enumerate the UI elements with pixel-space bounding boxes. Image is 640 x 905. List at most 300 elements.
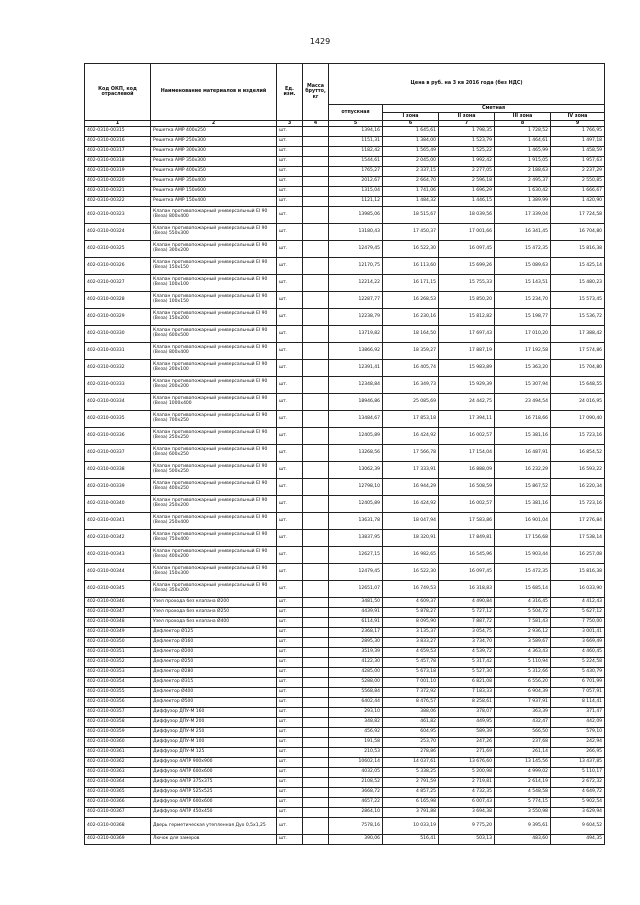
- item-code: 402-0310-00336: [85, 428, 151, 445]
- price-zone2: 3 054,75: [439, 628, 495, 638]
- item-unit: шт.: [277, 207, 303, 224]
- price-release: 1315,04: [329, 187, 383, 197]
- price-zone4: 9 604,52: [551, 818, 605, 835]
- item-code: 402-0310-00343: [85, 547, 151, 564]
- item-code: 402-0310-00361: [85, 748, 151, 758]
- item-code: 402-0310-00363: [85, 768, 151, 778]
- table-row: [85, 309, 605, 326]
- item-mass: [303, 127, 329, 137]
- price-zone3: 261,14: [495, 748, 551, 758]
- price-release: 191,58: [329, 738, 383, 748]
- price-zone3: 15 903,44: [495, 547, 551, 564]
- item-name: Клапан противопожарный универсальный EI 90 (Веза) 600х500: [151, 326, 277, 343]
- item-mass: [303, 462, 329, 479]
- item-code: 402-0310-00354: [85, 678, 151, 688]
- item-code: 402-0310-00333: [85, 377, 151, 394]
- item-mass: [303, 513, 329, 530]
- item-unit: шт.: [277, 326, 303, 343]
- price-zone4: 15 425,14: [551, 258, 605, 275]
- price-zone2: 4 732,35: [439, 788, 495, 798]
- table-row: [85, 768, 605, 778]
- item-code: 402-0310-00320: [85, 177, 151, 187]
- price-zone3: 16 232,29: [495, 462, 551, 479]
- price-release: 13866,92: [329, 343, 383, 360]
- item-mass: [303, 496, 329, 513]
- price-zone3: 15 143,51: [495, 275, 551, 292]
- item-code: 402-0310-00341: [85, 513, 151, 530]
- price-zone3: 16 901,04: [495, 513, 551, 530]
- item-unit: шт.: [277, 708, 303, 718]
- price-zone3: 15 381,16: [495, 428, 551, 445]
- price-zone1: 1 741,06: [383, 187, 439, 197]
- price-zone4: 15 723,16: [551, 428, 605, 445]
- table-row: [85, 798, 605, 808]
- item-unit: шт.: [277, 197, 303, 207]
- item-unit: шт.: [277, 638, 303, 648]
- table-row: [85, 547, 605, 564]
- price-zone1: 6 165,98: [383, 798, 439, 808]
- item-unit: шт.: [277, 778, 303, 788]
- price-zone1: 16 982,65: [383, 547, 439, 564]
- price-zone1: 16 522,30: [383, 241, 439, 258]
- header-zone1: I зона: [383, 113, 439, 121]
- price-release: 6402,44: [329, 698, 383, 708]
- item-mass: [303, 564, 329, 581]
- item-unit: шт.: [277, 428, 303, 445]
- price-zone1: 16 268,53: [383, 292, 439, 309]
- item-unit: шт.: [277, 513, 303, 530]
- item-unit: шт.: [277, 241, 303, 258]
- price-zone3: 1 915,05: [495, 157, 551, 167]
- item-code: 402-0310-00346: [85, 598, 151, 608]
- item-name: Клапан противопожарный универсальный EI 90 (Веза) 700х250: [151, 411, 277, 428]
- price-release: 13985,06: [329, 207, 383, 224]
- price-zone1: 16 749,53: [383, 581, 439, 598]
- column-number: 4: [303, 121, 329, 127]
- price-release: 6114,91: [329, 618, 383, 628]
- item-unit: шт.: [277, 788, 303, 798]
- table-row: [85, 197, 605, 207]
- item-unit: шт.: [277, 411, 303, 428]
- price-zone3: 1 728,52: [495, 127, 551, 137]
- item-unit: шт.: [277, 177, 303, 187]
- price-release: 2864,10: [329, 808, 383, 818]
- item-unit: шт.: [277, 530, 303, 547]
- item-name: Клапан противопожарный универсальный EI 90 (Веза) 800х400: [151, 343, 277, 360]
- item-code: 402-0310-00330: [85, 326, 151, 343]
- price-zone4: 16 593,22: [551, 462, 605, 479]
- price-zone3: 5 312,66: [495, 668, 551, 678]
- price-zone2: 3 734,70: [439, 638, 495, 648]
- price-zone1: 1 645,61: [383, 127, 439, 137]
- price-release: 293,10: [329, 708, 383, 718]
- price-zone4: 579,10: [551, 728, 605, 738]
- price-zone1: 18 164,50: [383, 326, 439, 343]
- item-code: 402-0310-00345: [85, 581, 151, 598]
- price-zone1: 3 791,88: [383, 808, 439, 818]
- table-row: [85, 292, 605, 309]
- price-zone3: 483,60: [495, 835, 551, 845]
- price-zone3: 15 198,77: [495, 309, 551, 326]
- price-zone1: 253,70: [383, 738, 439, 748]
- price-zone4: 1 957,63: [551, 157, 605, 167]
- item-code: 402-0310-00362: [85, 758, 151, 768]
- price-zone2: 7 183,33: [439, 688, 495, 698]
- price-release: 12287,77: [329, 292, 383, 309]
- item-mass: [303, 608, 329, 618]
- price-zone4: 7 750,00: [551, 618, 605, 628]
- price-zone4: 15 723,16: [551, 496, 605, 513]
- price-zone2: 24 442,75: [439, 394, 495, 411]
- price-release: 210,53: [329, 748, 383, 758]
- item-unit: шт.: [277, 798, 303, 808]
- item-code: 402-0310-00364: [85, 778, 151, 788]
- price-release: 4285,00: [329, 668, 383, 678]
- item-name: Узел прохода без клапана Ø250: [151, 608, 277, 618]
- item-name: Решетка АМР 150х600: [151, 187, 277, 197]
- price-release: 12391,41: [329, 360, 383, 377]
- price-zone1: 5 878,27: [383, 608, 439, 618]
- price-zone1: 16 424,92: [383, 428, 439, 445]
- item-name: Клапан противопожарный универсальный EI 90 (Веза) 250х400: [151, 513, 277, 530]
- item-unit: шт.: [277, 496, 303, 513]
- price-zone1: 17 853,18: [383, 411, 439, 428]
- price-zone4: 13 437,85: [551, 758, 605, 768]
- price-zone2: 15 929,39: [439, 377, 495, 394]
- price-zone3: 16 341,45: [495, 224, 551, 241]
- item-unit: шт.: [277, 608, 303, 618]
- item-mass: [303, 411, 329, 428]
- table-row: [85, 177, 605, 187]
- item-mass: [303, 147, 329, 157]
- item-mass: [303, 768, 329, 778]
- price-release: 1182,42: [329, 147, 383, 157]
- price-zone3: 2 936,12: [495, 628, 551, 638]
- price-zone2: 17 887,19: [439, 343, 495, 360]
- price-zone1: 604,95: [383, 728, 439, 738]
- price-zone1: 3 833,27: [383, 638, 439, 648]
- item-mass: [303, 728, 329, 738]
- item-unit: шт.: [277, 728, 303, 738]
- price-zone3: 17 339,04: [495, 207, 551, 224]
- item-unit: шт.: [277, 292, 303, 309]
- price-zone4: 4 412,43: [551, 598, 605, 608]
- item-mass: [303, 445, 329, 462]
- item-mass: [303, 835, 329, 845]
- price-zone1: 1 484,32: [383, 197, 439, 207]
- item-code: 402-0310-00360: [85, 738, 151, 748]
- price-zone4: 8 114,41: [551, 698, 605, 708]
- item-unit: шт.: [277, 187, 303, 197]
- price-zone2: 15 850,20: [439, 292, 495, 309]
- price-zone1: 388,06: [383, 708, 439, 718]
- table-row: [85, 241, 605, 258]
- item-mass: [303, 758, 329, 768]
- item-name: Решетка АМР 300х300: [151, 147, 277, 157]
- price-zone3: 1 630,42: [495, 187, 551, 197]
- item-code: 402-0310-00369: [85, 835, 151, 845]
- item-unit: шт.: [277, 678, 303, 688]
- price-zone2: 378,07: [439, 708, 495, 718]
- price-zone3: 1 465,99: [495, 147, 551, 157]
- price-zone3: 363,39: [495, 708, 551, 718]
- table-row: [85, 758, 605, 768]
- item-unit: шт.: [277, 668, 303, 678]
- item-code: 402-0310-00367: [85, 808, 151, 818]
- table-row: [85, 678, 605, 688]
- price-zone3: 4 363,43: [495, 648, 551, 658]
- price-zone2: 1 523,79: [439, 137, 495, 147]
- price-release: 1394,16: [329, 127, 383, 137]
- price-zone4: 15 704,80: [551, 360, 605, 377]
- price-zone1: 16 171,15: [383, 275, 439, 292]
- table-row: [85, 496, 605, 513]
- price-zone2: 16 002,57: [439, 496, 495, 513]
- price-zone3: 4 548,58: [495, 788, 551, 798]
- item-name: Диффузор 4АПР 600х600: [151, 798, 277, 808]
- item-name: Узел прохода без клапана Ø400: [151, 618, 277, 628]
- price-zone1: 1 565,49: [383, 147, 439, 157]
- item-unit: шт.: [277, 738, 303, 748]
- price-zone3: 566,50: [495, 728, 551, 738]
- table-row: [85, 530, 605, 547]
- price-zone4: 1 497,18: [551, 137, 605, 147]
- item-unit: шт.: [277, 628, 303, 638]
- item-code: 402-0310-00332: [85, 360, 151, 377]
- table-row: [85, 167, 605, 177]
- item-unit: шт.: [277, 167, 303, 177]
- item-code: 402-0310-00365: [85, 788, 151, 798]
- item-name: Дефлектор Ø200: [151, 648, 277, 658]
- price-zone4: 17 276,84: [551, 513, 605, 530]
- item-mass: [303, 581, 329, 598]
- price-zone4: 371,47: [551, 708, 605, 718]
- item-name: Узел прохода без клапана Ø200: [151, 598, 277, 608]
- item-unit: шт.: [277, 768, 303, 778]
- price-zone1: 18 047,94: [383, 513, 439, 530]
- item-unit: шт.: [277, 343, 303, 360]
- column-number: 6: [383, 121, 439, 127]
- item-mass: [303, 738, 329, 748]
- price-zone3: 17 192,58: [495, 343, 551, 360]
- item-unit: шт.: [277, 462, 303, 479]
- price-zone4: 15 573,45: [551, 292, 605, 309]
- price-zone2: 5 727,12: [439, 608, 495, 618]
- table-row: [85, 608, 605, 618]
- price-zone3: 15 472,35: [495, 241, 551, 258]
- header-unit: Ед. изм.: [277, 64, 303, 121]
- price-zone3: 16 487,91: [495, 445, 551, 462]
- price-zone2: 17 001,66: [439, 224, 495, 241]
- price-release: 12479,45: [329, 564, 383, 581]
- item-name: Дефлектор Ø160: [151, 638, 277, 648]
- price-zone2: 17 154,04: [439, 445, 495, 462]
- item-name: Клапан противопожарный универсальный EI 90 (Веза) 100х100: [151, 275, 277, 292]
- item-mass: [303, 258, 329, 275]
- item-code: 402-0310-00359: [85, 728, 151, 738]
- price-release: 13631,78: [329, 513, 383, 530]
- item-unit: шт.: [277, 658, 303, 668]
- price-zone3: 15 089,63: [495, 258, 551, 275]
- item-name: Решетка АМР 250х300: [151, 137, 277, 147]
- column-number: 1: [85, 121, 151, 127]
- item-unit: шт.: [277, 309, 303, 326]
- price-zone1: 8 095,90: [383, 618, 439, 628]
- item-mass: [303, 326, 329, 343]
- price-release: 12170,75: [329, 258, 383, 275]
- table-row: [85, 157, 605, 167]
- item-mass: [303, 658, 329, 668]
- item-name: Диффузор 4АПР 600х600: [151, 768, 277, 778]
- price-zone3: 15 472,35: [495, 564, 551, 581]
- item-unit: шт.: [277, 698, 303, 708]
- price-zone4: 17 574,86: [551, 343, 605, 360]
- price-zone2: 271,69: [439, 748, 495, 758]
- price-zone4: 1 458,59: [551, 147, 605, 157]
- price-release: 3519,39: [329, 648, 383, 658]
- table-row: [85, 360, 605, 377]
- price-release: 12214,22: [329, 275, 383, 292]
- price-zone4: 6 701,99: [551, 678, 605, 688]
- price-release: 13062,39: [329, 462, 383, 479]
- price-release: 5568,84: [329, 688, 383, 698]
- table-row: [85, 778, 605, 788]
- price-zone2: 6 821,08: [439, 678, 495, 688]
- item-name: Клапан противопожарный универсальный EI 90 (Веза) 150х200: [151, 309, 277, 326]
- price-zone4: 24 016,95: [551, 394, 605, 411]
- price-zone4: 1 766,95: [551, 127, 605, 137]
- item-code: 402-0310-00334: [85, 394, 151, 411]
- table-row: [85, 598, 605, 608]
- item-name: Клапан противопожарный универсальный EI 90 (Веза) 750х400: [151, 530, 277, 547]
- price-zone3: 1 389,99: [495, 197, 551, 207]
- item-code: 402-0310-00316: [85, 137, 151, 147]
- price-zone2: 4 539,72: [439, 648, 495, 658]
- item-unit: шт.: [277, 394, 303, 411]
- table-row: [85, 748, 605, 758]
- price-zone1: 16 230,16: [383, 309, 439, 326]
- price-release: 3481,50: [329, 598, 383, 608]
- item-code: 402-0310-00350: [85, 638, 151, 648]
- price-zone2: 2 596,18: [439, 177, 495, 187]
- price-zone1: 4 609,37: [383, 598, 439, 608]
- price-zone2: 5 317,42: [439, 658, 495, 668]
- column-number: 8: [495, 121, 551, 127]
- item-mass: [303, 698, 329, 708]
- item-unit: шт.: [277, 648, 303, 658]
- price-zone3: 1 464,61: [495, 137, 551, 147]
- price-release: 10602,14: [329, 758, 383, 768]
- table-row: [85, 445, 605, 462]
- item-mass: [303, 530, 329, 547]
- item-mass: [303, 394, 329, 411]
- price-zone3: 237,68: [495, 738, 551, 748]
- header-price-group: Цена в руб. на 3 кв 2016 года (без НДС): [329, 64, 605, 105]
- item-unit: шт.: [277, 808, 303, 818]
- price-zone1: 16 944,29: [383, 479, 439, 496]
- price-zone1: 17 333,91: [383, 462, 439, 479]
- item-name: Клапан противопожарный универсальный EI 90 (Веза) 550х300: [151, 224, 277, 241]
- price-zone1: 18 359,27: [383, 343, 439, 360]
- item-code: 402-0310-00340: [85, 496, 151, 513]
- table-row: [85, 835, 605, 845]
- item-name: Диффузор ДПУ-М 100: [151, 738, 277, 748]
- price-zone4: 442,09: [551, 718, 605, 728]
- item-code: 402-0310-00368: [85, 818, 151, 835]
- item-name: Клапан противопожарный универсальный EI 90 (Веза) 800х400: [151, 207, 277, 224]
- table-row: [85, 147, 605, 157]
- price-release: 4657,22: [329, 798, 383, 808]
- price-zone3: 7 937,91: [495, 698, 551, 708]
- table-row: [85, 581, 605, 598]
- price-release: 12798,10: [329, 479, 383, 496]
- price-zone4: 1 420,90: [551, 197, 605, 207]
- item-code: 402-0310-00321: [85, 187, 151, 197]
- item-unit: шт.: [277, 835, 303, 845]
- price-zone2: 1 525,22: [439, 147, 495, 157]
- price-zone1: 16 405,74: [383, 360, 439, 377]
- price-zone3: 4 316,45: [495, 598, 551, 608]
- item-name: Дверь герметическая утепленная Дуо 0,5х1,25: [151, 818, 277, 835]
- item-name: Клапан противопожарный универсальный EI 90 (Веза) 400х200: [151, 547, 277, 564]
- table-row: [85, 428, 605, 445]
- price-zone1: 1 384,00: [383, 137, 439, 147]
- price-zone4: 3 669,49: [551, 638, 605, 648]
- price-zone2: 18 039,56: [439, 207, 495, 224]
- item-name: Диффузор 4АПР 525х525: [151, 788, 277, 798]
- item-name: Клапан противопожарный универсальный EI 90 (Веза) 250х200: [151, 496, 277, 513]
- price-zone4: 5 110,17: [551, 768, 605, 778]
- price-zone1: 516,41: [383, 835, 439, 845]
- table-row: [85, 137, 605, 147]
- item-unit: шт.: [277, 157, 303, 167]
- table-row: [85, 638, 605, 648]
- price-zone2: 16 002,57: [439, 428, 495, 445]
- item-mass: [303, 224, 329, 241]
- item-mass: [303, 360, 329, 377]
- price-zone4: 15 648,55: [551, 377, 605, 394]
- item-unit: шт.: [277, 275, 303, 292]
- price-zone3: 3 550,98: [495, 808, 551, 818]
- price-zone4: 242,94: [551, 738, 605, 748]
- item-code: 402-0310-00325: [85, 241, 151, 258]
- item-name: Дефлектор Ø500: [151, 698, 277, 708]
- table-row: [85, 207, 605, 224]
- price-zone4: 5 224,58: [551, 658, 605, 668]
- price-zone2: 1 446,15: [439, 197, 495, 207]
- price-release: 7578,16: [329, 818, 383, 835]
- price-zone2: 9 775,20: [439, 818, 495, 835]
- item-mass: [303, 547, 329, 564]
- price-zone1: 4 659,53: [383, 648, 439, 658]
- table-row: [85, 738, 605, 748]
- price-zone3: 15 307,94: [495, 377, 551, 394]
- item-name: Решетка АМР 150х400: [151, 197, 277, 207]
- price-zone2: 16 888,09: [439, 462, 495, 479]
- price-release: 13484,67: [329, 411, 383, 428]
- item-mass: [303, 788, 329, 798]
- price-zone4: 3 629,94: [551, 808, 605, 818]
- item-code: 402-0310-00357: [85, 708, 151, 718]
- price-zone3: 4 999,02: [495, 768, 551, 778]
- price-zone2: 1 696,29: [439, 187, 495, 197]
- table-row: [85, 788, 605, 798]
- price-release: 12348,84: [329, 377, 383, 394]
- price-zone3: 15 363,20: [495, 360, 551, 377]
- price-zone2: 6 007,43: [439, 798, 495, 808]
- item-code: 402-0310-00326: [85, 258, 151, 275]
- item-mass: [303, 598, 329, 608]
